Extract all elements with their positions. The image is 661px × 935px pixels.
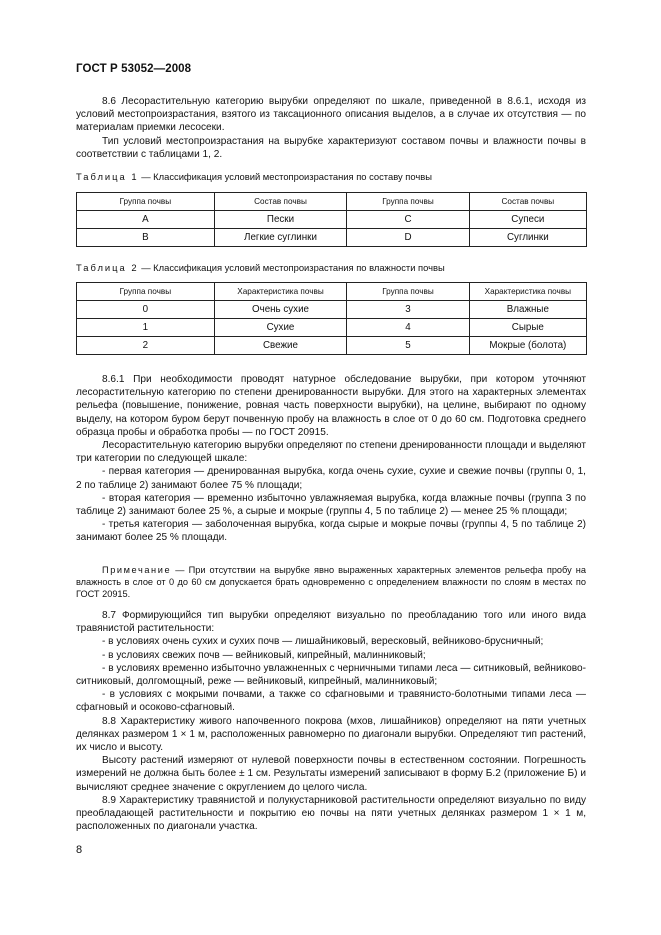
table-cell: Супеси <box>469 211 586 229</box>
section-8-6-1 <box>76 373 586 545</box>
list-item-moist: - в условиях временно избыточно увлажненных с черничными типами леса — ситниковый, вейниково-ситниковый, долгомощный, реже — вейниковый, кипрейный, малинниковый; <box>76 662 586 688</box>
note-paragraph <box>76 564 586 600</box>
table-cell: Очень сухие <box>214 301 347 319</box>
table-cell: Свежие <box>214 337 347 355</box>
header-cell: Характеристика почвы <box>214 283 347 301</box>
table-header-row <box>77 283 587 301</box>
table-header-row <box>77 193 587 211</box>
header-cell: Состав почвы <box>469 193 586 211</box>
paragraph-site-type: Тип условий местопроизрастания на вырубке характеризуют составом почвы и влажности почвы в соответствии с таблицами 1, 2. <box>76 135 586 160</box>
table-row <box>77 319 587 337</box>
table-cell: Пески <box>214 211 347 229</box>
document-header: ГОСТ Р 53052—2008 <box>76 63 192 75</box>
table-1-title: — Классификация условий местопроизрастания по составу почвы <box>141 171 432 182</box>
header-cell: Характеристика почвы <box>469 283 586 301</box>
table-2-label: Таблица 2 <box>76 262 139 273</box>
table-2 <box>76 282 587 355</box>
table-cell: Суглинки <box>469 229 586 247</box>
header-cell: Группа почвы <box>77 283 215 301</box>
table-cell: В <box>77 229 215 247</box>
list-item-fresh: - в условиях свежих почв — вейниковый, кипрейный, малинниковый; <box>102 649 426 661</box>
table-cell: Легкие суглинки <box>214 229 347 247</box>
list-item-category-3: - третья категория — заболоченная вырубка, когда сырые и мокрые почвы (группы 4, 5 по таблице 2) занимают более 25 % площади. <box>76 519 586 544</box>
note-text: — При отсутствии на вырубке явно выраженных характерных элементов рельефа пробу на влажность в слое от 0 до 60 см допускается брать одновременно с определением влажности по слоям в местах по ГОСТ 20915. <box>76 565 586 599</box>
table-cell: 5 <box>347 337 469 355</box>
intro-section <box>76 95 586 161</box>
paragraph-8-6-1: 8.6.1 При необходимости проводят натурное обследование вырубки, при котором уточняют лесорастительную категорию по степени дренированности вырубки. Для этого на характерных элементах рельефа (повышение, понижение, ровная часть поверхности вырубки), на целине, выбирают по одному выделу, на котором буром берут почвенную пробу на влажность в слое от 0 до 60 см. Подготовка среднего образца пробы и обработка пробы — по ГОСТ 20915. <box>76 374 586 438</box>
table-1 <box>76 192 587 247</box>
table-2-title: — Классификация условий местопроизрастания по влажности почвы <box>141 262 445 273</box>
table-cell: Мокрые (болота) <box>469 337 586 355</box>
paragraph-8-9: 8.9 Характеристику травянистой и полукустарниковой растительности определяют визуально по виду преобладающей растительности и покрытию ею почвы на пяти учетных делянках размером 1 × 1 м, расположенных по диагонали участка. <box>76 794 586 833</box>
list-item-wet: - в условиях с мокрыми почвами, а также со сфагновыми и травянисто-болотными типами леса — сфагновый и осоково-сфагновый. <box>76 689 586 714</box>
table-cell: 2 <box>77 337 215 355</box>
paragraph-8-8-height: Высоту растений измеряют от нулевой поверхности почвы в естественном состоянии. Погрешность измерений не должна быть более ± 1 см. Результаты измерений записывают в форму Б.2 (приложение Б) и вычисляют среднее значение с округлением до целого числа. <box>76 755 586 793</box>
header-cell: Группа почвы <box>77 193 215 211</box>
table-row <box>77 229 587 247</box>
table-2-caption <box>76 262 445 274</box>
table-cell: 1 <box>77 319 215 337</box>
section-8-7-to-8-9 <box>76 609 586 833</box>
page-number: 8 <box>76 844 83 856</box>
table-cell: 0 <box>77 301 215 319</box>
table-cell: 3 <box>347 301 469 319</box>
table-cell: А <box>77 211 215 229</box>
table-row <box>77 337 587 355</box>
list-item-category-1: - первая категория — дренированная вырубка, когда очень сухие, сухие и свежие почвы (группы 0, 1, 2 по таблице 2) занимают более 75 % площади; <box>76 466 586 491</box>
header-cell: Состав почвы <box>214 193 347 211</box>
table-row <box>77 301 587 319</box>
header-cell: Группа почвы <box>347 283 469 301</box>
list-item-category-2: - вторая категория — временно избыточно увлажняемая вырубка, когда влажные почвы (группа 3 по таблице 2) занимают более 25 %, а сырые и мокрые (группы 4, 5 по таблице 2) — менее 25 % площади; <box>76 492 586 518</box>
table-cell: D <box>347 229 469 247</box>
table-cell: Влажные <box>469 301 586 319</box>
note-label: Примечание <box>102 565 172 575</box>
paragraph-8-6: 8.6 Лесорастительную категорию вырубки определяют по шкале, приведенной в 8.6.1, исходя из условий местопроизрастания, взятого из таксационного описания выделов, а в случае их отсутствия — по материалам приемки лесосеки. <box>76 96 586 134</box>
paragraph-8-7: 8.7 Формирующийся тип вырубки определяют визуально по преобладанию того или иного вида травянистой растительности: <box>76 610 586 635</box>
header-cell: Группа почвы <box>347 193 469 211</box>
table-row <box>77 211 587 229</box>
table-cell: Сухие <box>214 319 347 337</box>
paragraph-8-8: 8.8 Характеристику живого напочвенного покрова (мхов, лишайников) определяют на пяти учетных делянках размером 1 × 1 м, расположенных равномерно по диагонали вырубки. Определяют тип растений, их число и высоту. <box>76 715 586 754</box>
table-1-caption <box>76 171 432 183</box>
paragraph-scale: Лесорастительную категорию вырубки определяют по степени дренированности площади и выделяют три категории по следующей шкале: <box>76 440 586 465</box>
table-cell: 4 <box>347 319 469 337</box>
table-cell: Сырые <box>469 319 586 337</box>
list-item-dry: - в условиях очень сухих и сухих почв — лишайниковый, вересковый, вейниково-брусничный; <box>102 636 544 648</box>
table-1-label: Таблица 1 <box>76 171 139 182</box>
table-cell: С <box>347 211 469 229</box>
note-block <box>76 564 586 600</box>
